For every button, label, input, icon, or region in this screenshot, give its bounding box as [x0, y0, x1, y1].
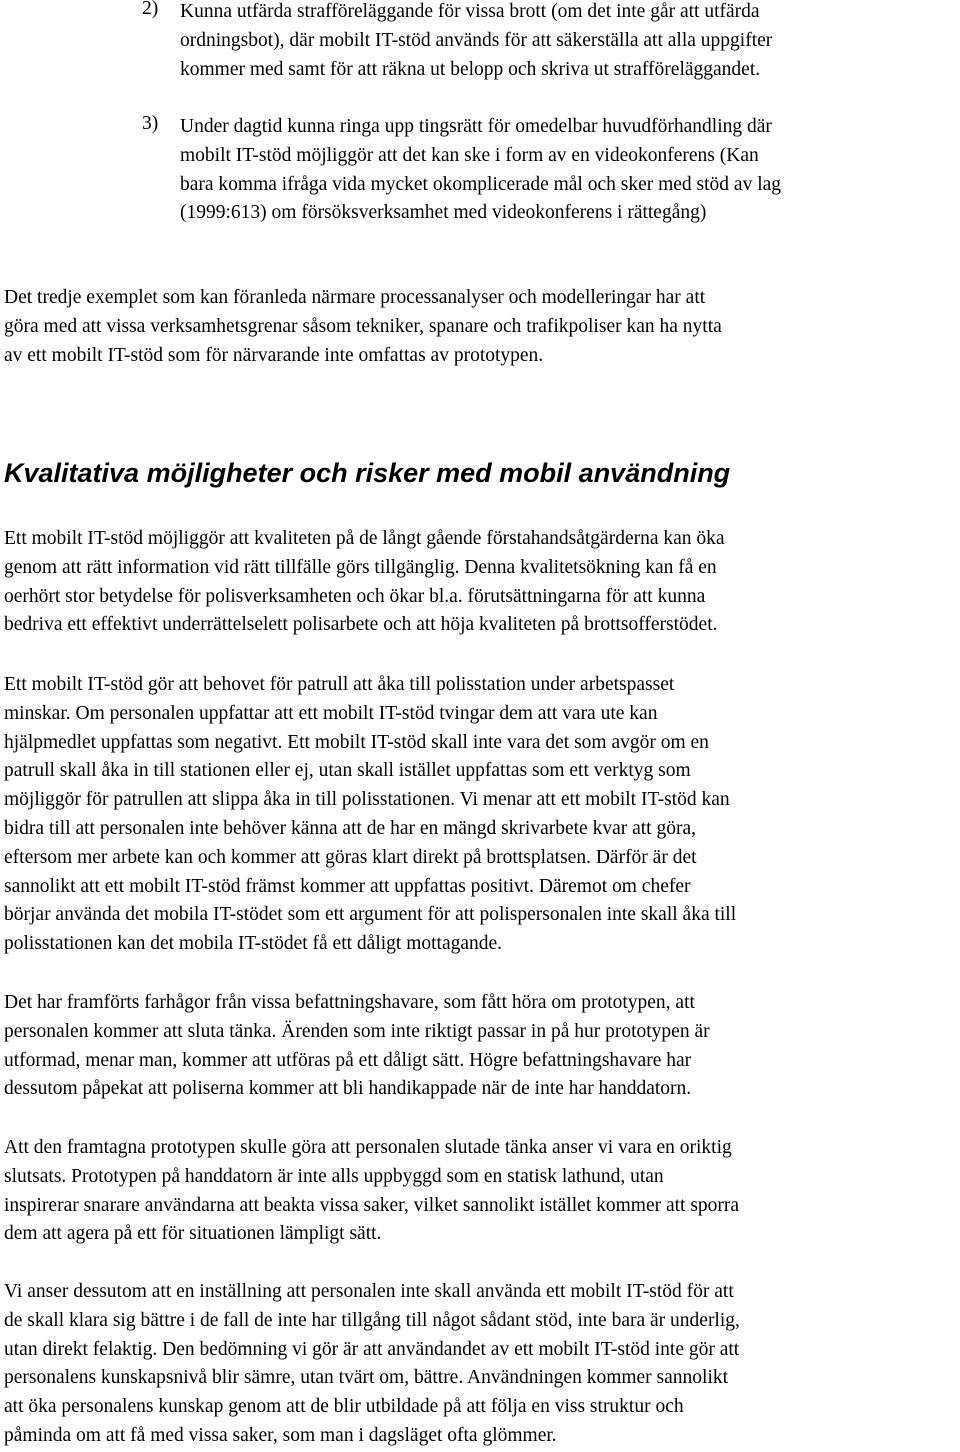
list-item-text [180, 113, 954, 228]
text-line: mobilt IT-stöd möjliggör att det kan ske i form av en videokonferens (Kan [180, 144, 759, 166]
text-line: göra med att vissa verksamhetsgrenar såsom tekniker, spanare och trafikpoliser kan ha nytta [4, 315, 722, 337]
paragraph-5 [4, 1278, 956, 1451]
text-line: bidra till att personalen inte behöver känna att de har en mängd skrivarbete kvar att göra, [4, 817, 696, 839]
paragraph-2 [4, 671, 956, 959]
text-line: Vi anser dessutom att en inställning att personalen inte skall använda ett mobilt IT-stöd för att [4, 1281, 734, 1302]
text-line: kommer med samt för att räkna ut belopp och skriva ut strafföreläggandet. [180, 58, 761, 80]
paragraph-3 [4, 989, 956, 1104]
text-line: bedriva ett effektivt underrättelselett polisarbete och att höja kvaliteten på brottsofferstödet. [4, 614, 718, 636]
text-line: ordningsbot), där mobilt IT-stöd används för att säkerställa att alla uppgifter [180, 29, 773, 51]
text-line: av ett mobilt IT-stöd som för närvarande inte omfattas av prototypen. [4, 344, 544, 366]
text-line: att öka personalens kunskap genom att de blir utbildade på att följa en viss struktur och [4, 1396, 684, 1418]
text-line: dessutom påpekat att poliserna kommer att bli handikappade när de inte har handdatorn. [4, 1078, 692, 1100]
text-line: de skall klara sig bättre i de fall de inte har tillgång till något sådant stöd, inte bara är underlig, [4, 1309, 740, 1331]
text-line: utan direkt felaktig. Den bedömning vi gör är att användandet av ett mobilt IT-stöd inte gör att [4, 1338, 740, 1360]
text-line: utformad, menar man, kommer att utföras på ett dåligt sätt. Högre befattningshavare har [4, 1049, 692, 1071]
text-line: patrull skall åka in till stationen eller ej, utan skall istället uppfattas som ett verktyg som [4, 760, 691, 782]
section-heading: Kvalitativa möjligheter och risker med mobil användning [4, 458, 731, 488]
list-number: 3) [142, 113, 159, 134]
paragraph-1 [4, 525, 956, 640]
list-item-2 [142, 0, 954, 84]
text-line: polisstationen kan det mobila IT-stödet få ett dåligt mottagande. [4, 933, 503, 955]
text-line: dem att agera på ett för situationen lämpligt sätt. [4, 1223, 382, 1245]
text-line: börjar använda det mobila IT-stödet som ett argument för att polispersonalen inte skall åka till [4, 904, 737, 926]
text-line: genom att rätt information vid rätt tillfälle görs tillgänglig. Denna kvalitetsökning kan få en [4, 556, 717, 578]
intro-paragraph [4, 284, 956, 370]
list-number: 2) [142, 0, 159, 19]
text-line: Ett mobilt IT-stöd gör att behovet för patrull att åka till polisstation under arbetspasset [4, 674, 675, 695]
list-item-3 [142, 113, 954, 228]
text-line: påminda om att få med vissa saker, som man i dagsläget ofta glömmer. [4, 1424, 557, 1446]
text-line: personalen kommer att sluta tänka. Ärenden som inte riktigt passar in på hur prototypen är [4, 1020, 710, 1042]
text-line: inspirerar snarare användarna att beakta vissa saker, vilket sannolikt istället kommer att sporra [4, 1194, 740, 1216]
text-line: sannolikt att ett mobilt IT-stöd främst kommer att uppfattas positivt. Däremot om chefer [4, 875, 691, 897]
text-line: Det har framförts farhågor från vissa befattningshavare, som fått höra om prototypen, att [4, 992, 695, 1013]
text-line: Det tredje exemplet som kan föranleda närmare processanalyser och modelleringar har att [4, 287, 706, 308]
text-line: oerhört stor betydelse för polisverksamheten och ökar bl.a. förutsättningarna för att kunna [4, 585, 706, 607]
text-line: eftersom mer arbete kan och kommer att göras klart direkt på brottsplatsen. Därför är det [4, 846, 697, 868]
text-line: personalens kunskapsnivå blir sämre, utan tvärt om, bättre. Användningen kommer sannolikt [4, 1367, 729, 1389]
text-line: Ett mobilt IT-stöd möjliggör att kvaliteten på de långt gående förstahandsåtgärderna kan öka [4, 528, 725, 549]
text-line: Att den framtagna prototypen skulle göra att personalen slutade tänka anser vi vara en oriktig [4, 1137, 732, 1158]
text-line: slutsats. Prototypen på handdatorn är inte alls uppbyggd som en statisk lathund, utan [4, 1165, 664, 1187]
text-line: Kunna utfärda strafföreläggande för vissa brott (om det inte går att utfärda [180, 1, 760, 22]
text-line: bara komma ifråga vida mycket okomplicerade mål och sker med stöd av lag [180, 173, 782, 195]
text-line: hjälpmedlet uppfattas som negativt. Ett mobilt IT-stöd skall inte vara det som avgör om en [4, 731, 709, 753]
list-item-text [180, 0, 954, 84]
text-line: minskar. Om personalen uppfattar att ett mobilt IT-stöd tvingar dem att vara ute kan [4, 702, 658, 724]
text-line: (1999:613) om försöksverksamhet med videokonferens i rättegång) [180, 202, 707, 224]
text-line: möjliggör för patrullen att slippa åka in till polisstationen. Vi menar att ett mobilt IT-stöd kan [4, 789, 730, 811]
paragraph-4 [4, 1134, 956, 1249]
text-line: Under dagtid kunna ringa upp tingsrätt för omedelbar huvudförhandling där [180, 116, 772, 137]
